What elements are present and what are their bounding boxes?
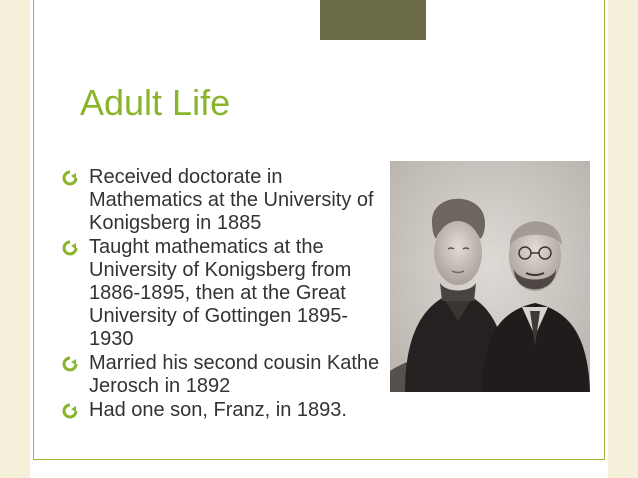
circular-arrow-bullet-icon (62, 403, 78, 419)
bullet-text: Received doctorate in Mathematics at the University of Konigsberg in 1885 (89, 166, 374, 234)
bullet-list (62, 166, 382, 423)
bullet-item (62, 399, 382, 422)
circular-arrow-bullet-icon (62, 170, 78, 186)
portrait-photo (390, 161, 590, 392)
circular-arrow-bullet-icon (62, 240, 78, 256)
bullet-item (62, 236, 382, 351)
circular-arrow-bullet-icon (62, 356, 78, 372)
bullet-text: Married his second cousin Kathe Jerosch in 1892 (89, 352, 380, 397)
header-tab (320, 0, 426, 40)
bullet-text: Taught mathematics at the University of Konigsberg from 1886-1895, then at the Great University of Gottingen 1895-1930 (89, 236, 352, 350)
bullet-text: Had one son, Franz, in 1893. (89, 399, 347, 421)
bullet-item (62, 166, 382, 235)
bullet-item (62, 352, 382, 398)
slide-title: Adult Life (80, 82, 231, 123)
